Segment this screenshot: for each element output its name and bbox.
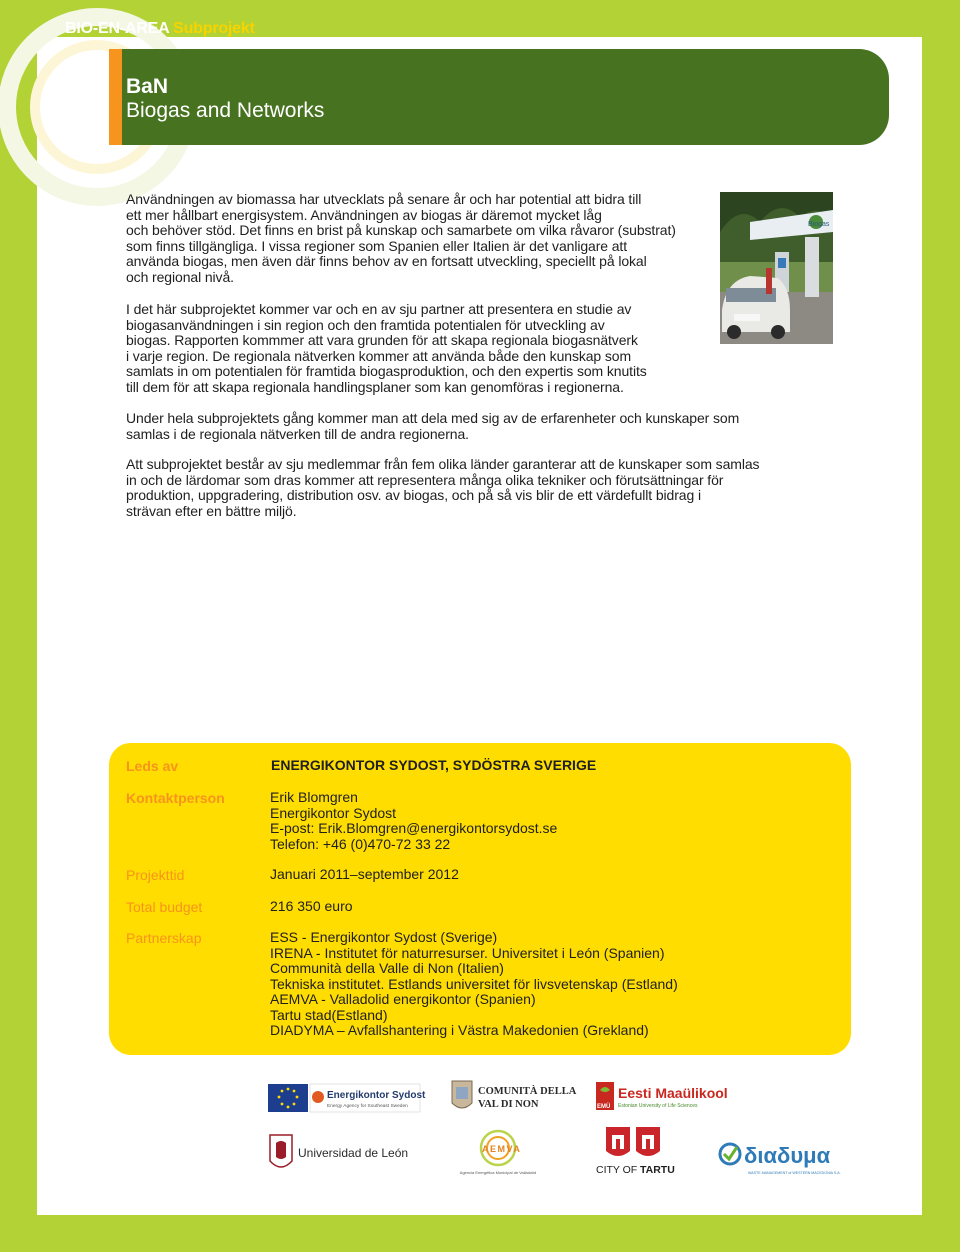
text-line: produktion, uppgradering, distribution osv. av biogas, och på så vis blir de ett värdefullt bidrag i <box>126 487 701 503</box>
text-line: som finns tillgängliga. I vissa regioner som Spanien eller Italien är det vanligare att <box>126 237 628 254</box>
ess-logo-title: Energikontor Sydost <box>327 1090 426 1101</box>
text-line: Användningen av biomassa har utvecklats på senare år och har potential att bidra till <box>126 191 642 207</box>
project-info-box <box>109 743 851 1055</box>
budget-label: Total budget <box>126 899 203 915</box>
text-line: använda biogas, men även där finns behov av en fortsatt utveckling, speciellt på lokal <box>126 253 647 269</box>
valdinon-line1: COMUNITÀ DELLA <box>478 1086 577 1097</box>
partner-list <box>270 930 678 1039</box>
partner-item: Communità della Valle di Non (Italien) <box>270 960 504 976</box>
logo-universidad-de-leon <box>268 1133 409 1175</box>
period-label: Projekttid <box>126 867 185 883</box>
emu-subtitle: Estonian University of Life Sciences <box>618 1103 698 1109</box>
partner-item: Tartu stad(Estland) <box>270 1006 388 1023</box>
contact-label: Kontaktperson <box>126 790 225 806</box>
text-line: Att subprojektet består av sju medlemmar från fem olika länder garanterar att de kunskaper som samlas <box>126 456 760 472</box>
leon-title: Universidad de León <box>298 1146 409 1160</box>
partner-item: IRENA - Institutet för naturresurser. Universitet i León (Spanien) <box>270 944 665 961</box>
title-banner <box>109 49 889 145</box>
contact-phone: Telefon: +46 (0)470-72 33 22 <box>270 835 451 852</box>
partner-item: DIADYMA – Avfallshantering i Västra Makedonien (Grekland) <box>270 1022 649 1038</box>
subproject-word: Subprojekt <box>173 20 255 37</box>
text-line: Under hela subprojektets gång kommer man att dela med sig av de erfarenheter och kunskaper som <box>126 410 740 426</box>
logo-comunita-val-di-non <box>450 1079 577 1115</box>
project-code: BaN <box>126 75 169 98</box>
period-value: Januari 2011–september 2012 <box>270 866 459 882</box>
text-line: I det här subprojektet kommer var och en av sju partner att presentera en studie av <box>126 301 632 317</box>
diadyma-subtitle: WASTE MANAGEMENT of WESTERN MACEDONIA S.A. <box>748 1171 841 1175</box>
tartu-city-word: CITY OF <box>596 1164 638 1176</box>
text-line: samlats in om potentialen för framtida biogasproduktion, och den expertis som knutits <box>126 363 647 379</box>
led-by-label: Leds av <box>126 758 179 774</box>
paragraph-study <box>126 302 647 395</box>
text-line: samlas i de regionala nätverken till de andra regionerna. <box>126 425 469 442</box>
emu-title: Eesti Maaülikool <box>618 1085 728 1101</box>
biogas-station-photo <box>720 192 833 344</box>
contact-name: Erik Blomgren <box>270 789 358 805</box>
partnership-label: Partnerskap <box>126 930 202 946</box>
partner-item: AEMVA - Valladolid energikontor (Spanien) <box>270 991 536 1007</box>
paragraph-members <box>126 457 759 519</box>
text-line: och behöver stöd. Det finns en brist på kunskap och samarbete om vilka råvaror (substrat) <box>126 222 676 238</box>
tartu-name: TARTU <box>640 1164 675 1176</box>
budget-value: 216 350 euro <box>270 898 353 914</box>
subproject-label <box>65 20 255 38</box>
project-name: Biogas and Networks <box>126 99 325 122</box>
contact-email: E-post: Erik.Blomgren@energikontorsydost.se <box>270 820 558 836</box>
partner-item: ESS - Energikontor Sydost (Sverige) <box>270 929 498 945</box>
logo-diadyma <box>718 1138 841 1178</box>
station-sign-text: Biogas <box>808 221 830 228</box>
logo-eesti-maaulikool <box>596 1080 736 1114</box>
paragraph-sharing <box>126 411 739 442</box>
text-line: ett mer hållbart energisystem. Användningen av biogas är däremot mycket låg <box>126 206 602 223</box>
logo-energikontor-sydost <box>268 1084 426 1114</box>
text-line: i varje region. De regionala nätverken kommer att använda både den kunskap som <box>126 347 632 364</box>
contact-details <box>270 790 557 852</box>
diadyma-title: διαδυμα <box>744 1143 831 1168</box>
aemva-subtitle: Agencia Energética Municipal de Valladolid <box>459 1170 537 1175</box>
paragraph-intro <box>126 192 676 285</box>
ess-logo-subtitle: Energy Agency for Southeast Sweden <box>327 1104 408 1109</box>
text-line: strävan efter en bättre miljö. <box>126 502 297 519</box>
text-line: till dem för att skapa regionala handlingsplaner som kan genomföras i regionerna. <box>126 378 624 395</box>
banner-accent-strip <box>109 49 122 145</box>
aemva-title: AEMVA <box>482 1144 522 1154</box>
text-line: biogas. Rapporten kommmer att vara grunden för att skapa regionala biogasnätverk <box>126 332 638 348</box>
text-line: och regional nivå. <box>126 268 234 285</box>
partner-item: Tekniska institutet. Estlands universitet för livsvetenskap (Estland) <box>270 975 678 992</box>
valdinon-line2: VAL DI NON <box>478 1099 539 1110</box>
text-line: in och de lärdomar som dras kommer att representera många olika tekniker och förutsättningar för <box>126 471 724 488</box>
text-line: biogasanvändningen i sin region och den framtida potentialen för utveckling av <box>126 316 605 333</box>
program-name: BIO-EN-AREA <box>65 20 169 37</box>
emu-badge: EMÜ <box>597 1104 611 1110</box>
led-by-value: ENERGIKONTOR SYDOST, SYDÖSTRA SVERIGE <box>271 757 597 773</box>
contact-organization: Energikontor Sydost <box>270 804 397 821</box>
logo-aemva <box>452 1128 544 1178</box>
logo-city-of-tartu <box>594 1125 680 1177</box>
